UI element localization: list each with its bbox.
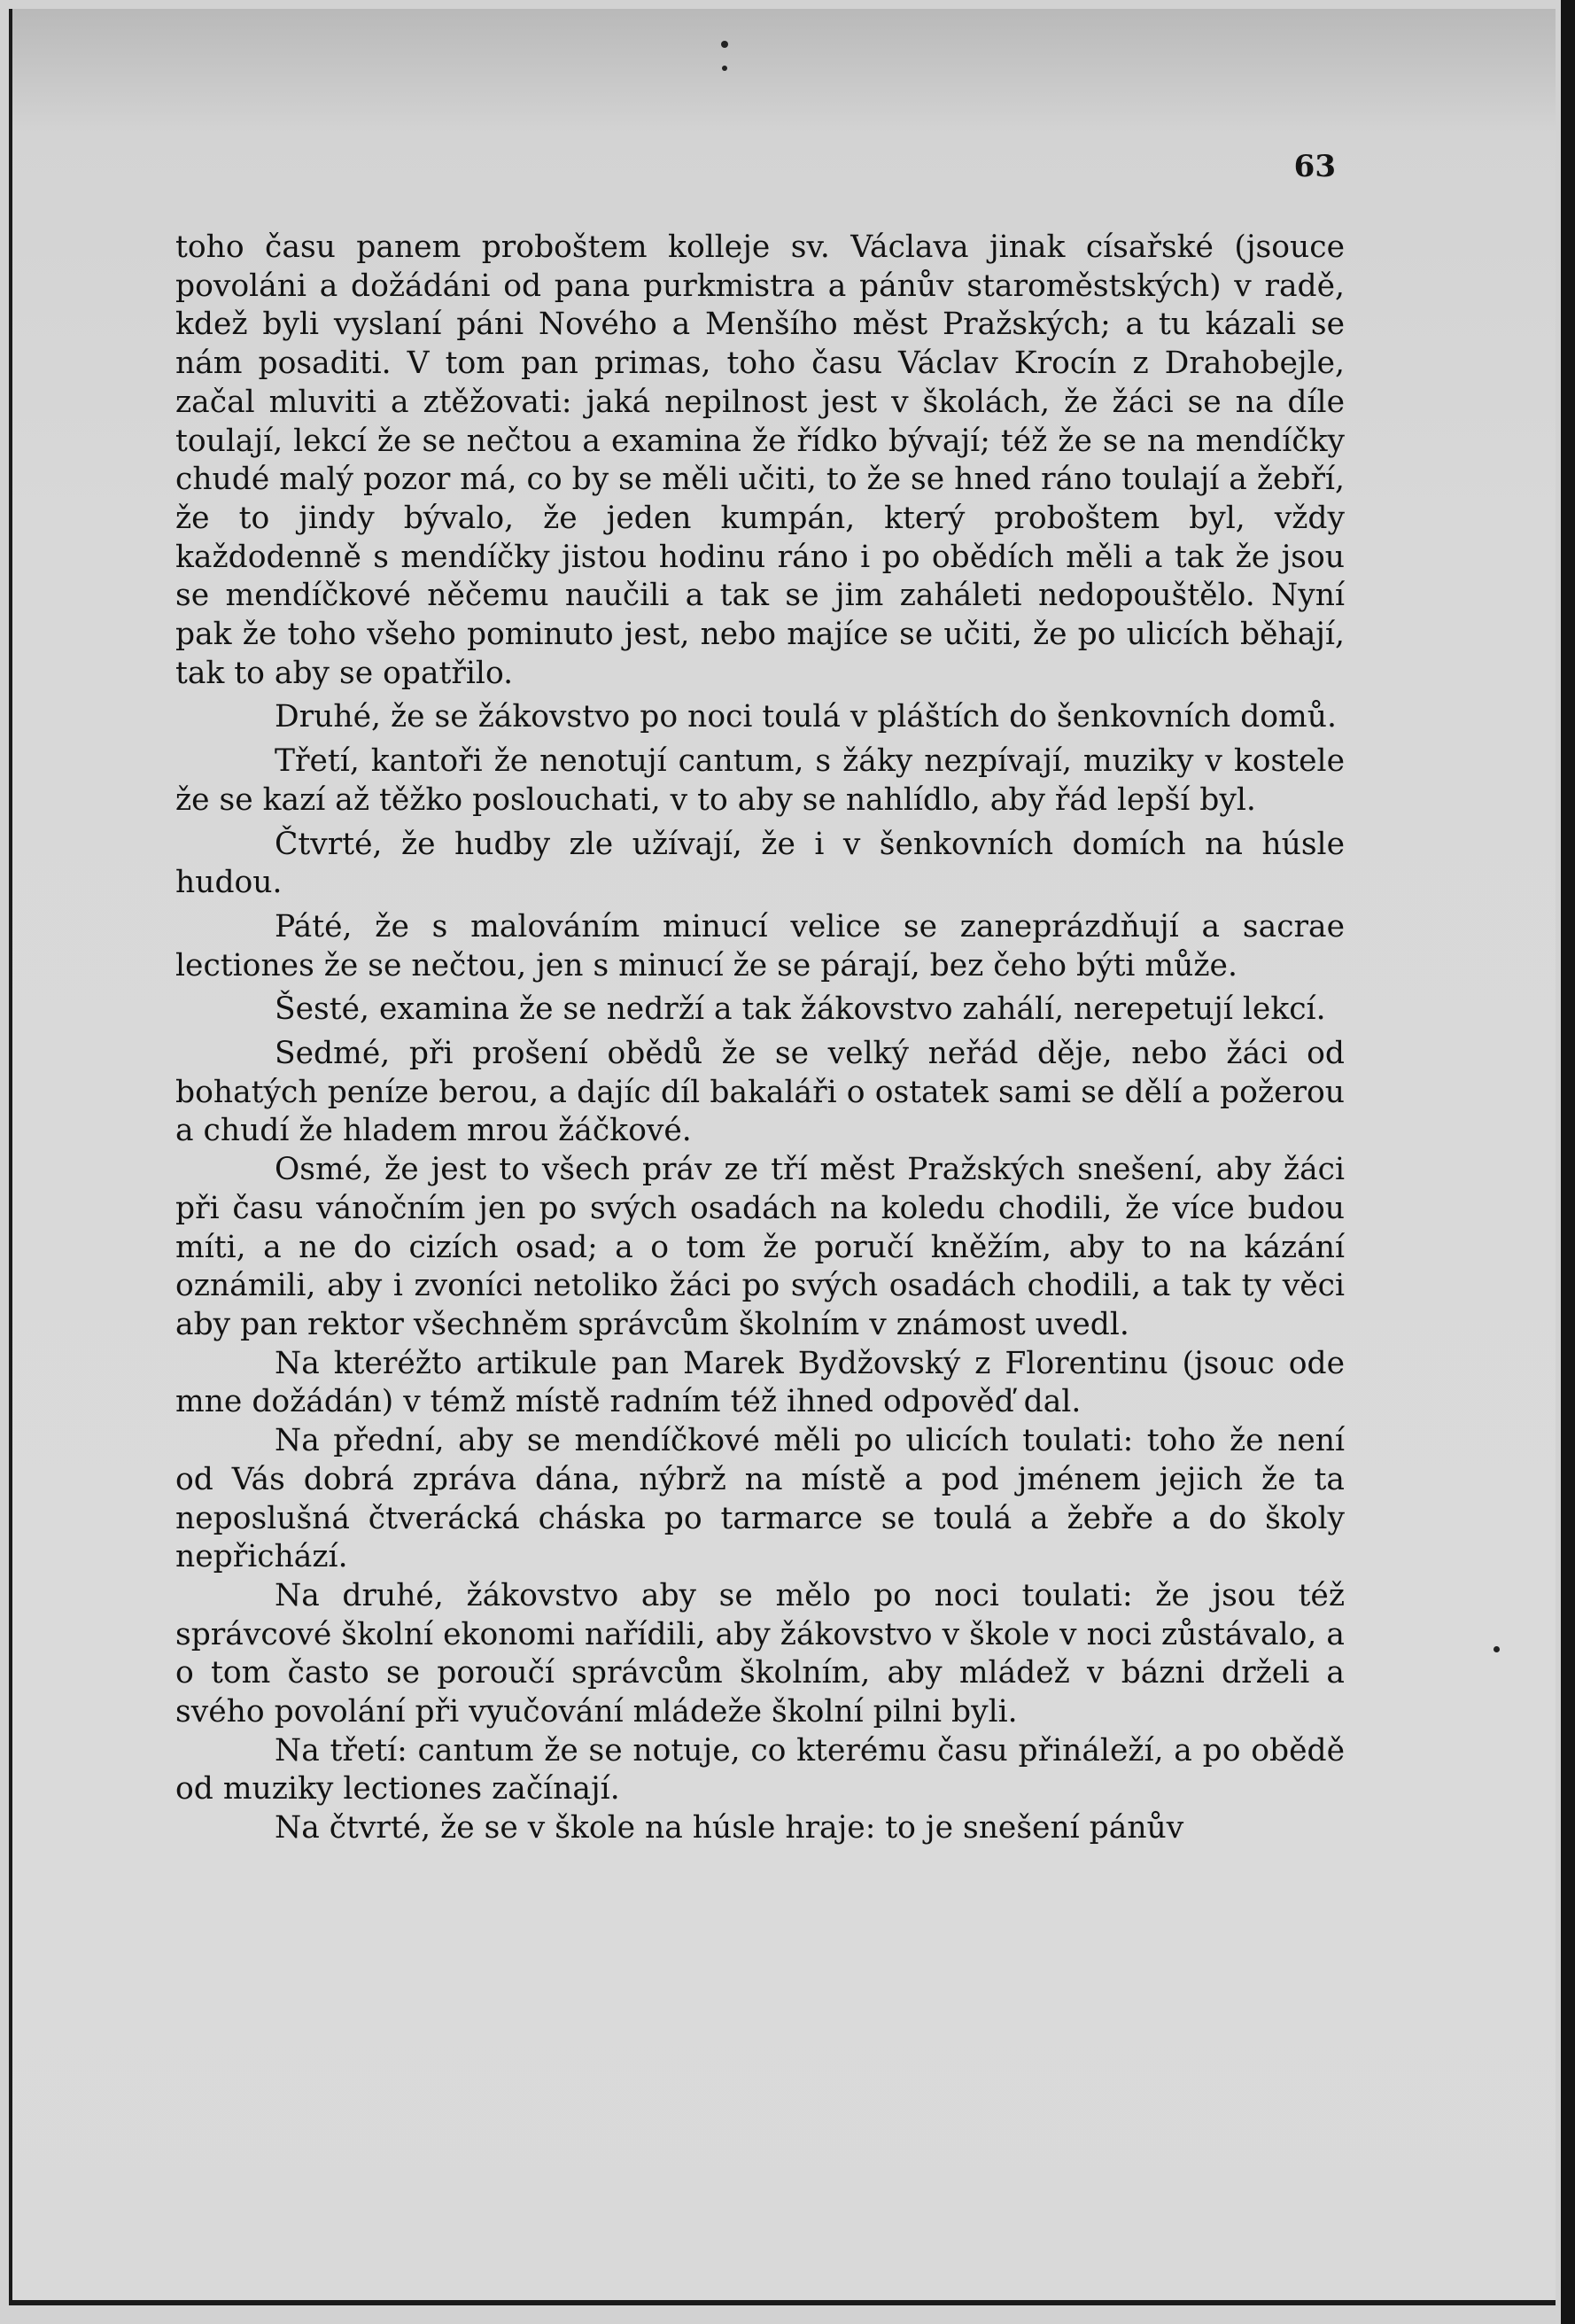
paragraph: Šesté, examina že se nedrží a tak žákovstvo zahálí, nerepetují lekcí. [275, 991, 1326, 1028]
paragraph: Sedmé, při prošení obědů že se velký neřád děje, nebo žáci od bohatých peníze berou, a dajíc díl bakaláři o ostatek sami se dělí a požerou a chudí že hladem mrou žáčkové. [175, 1036, 1345, 1149]
scan-border [1561, 0, 1575, 2324]
paragraph: Na kteréžto artikule pan Marek Bydžovský z Florentinu (jsouc ode mne dožádán) v témž místě radním též ihned odpověď dal. [175, 1345, 1345, 1420]
paragraph: Na čtvrté, že se v škole na húsle hraje: to je snešení pánův [275, 1810, 1184, 1846]
paragraph: Na třetí: cantum že se notuje, co kterému času přináleží, a po obědě od muziky lectiones začínají. [175, 1732, 1345, 1807]
paragraph: Čtvrté, že hudby zle užívají, že i v šenkovních domích na húsle hudou. [175, 826, 1345, 901]
paragraph: Třetí, kantoři že nenotují cantum, s žáky nezpívají, muziky v kostele že se kazí až těžko poslouchati, v to aby se nahlídlo, aby řád lepší byl. [175, 743, 1345, 818]
body-text [175, 229, 1345, 1848]
paragraph: Na druhé, žákovstvo aby se mělo po noci toulati: že jsou též správcové školní ekonomi nařídili, aby žákovstvo v škole v noci zůstávalo, a o tom často se poroučí správcům školním, aby mládež v bázni drželi a svého povolání při vyučování mládeže školní pilni byli. [175, 1577, 1345, 1730]
ink-speck [722, 66, 727, 71]
ink-speck [721, 41, 728, 48]
paragraph: Na přední, aby se mendíčkové měli po ulicích toulati: toho že není od Vás dobrá zpráva dána, nýbrž na místě a pod jménem jejich že ta neposlušná čtverácká cháska po tarmarce se toulá a žebře a do školy nepřichází. [175, 1423, 1345, 1575]
paragraph: toho času panem proboštem kolleje sv. Václava jinak císařské (jsouce povoláni a dožádáni od pana purkmistra a pánův staroměstských) v radě, kdež byli vyslaní páni Nového a Menšího měst Pražských; a tu kázali se nám posaditi. V tom pan primas, toho času Václav Krocín z Drahobejle, začal mluviti a ztěžovati: jaká nepilnost jest v školách, že žáci se na díle toulají, lekcí že se nečtou a examina že řídko bývají; též že se na mendíčky chudé malý pozor má, co by se měli učiti, to že se hned ráno toulají a žebří, že to jindy bývalo, že jeden kumpán, který proboštem byl, vždy každodenně s mendíčky jistou hodinu ráno i po obědích měli a tak že jsou se mendíčkové něčemu naučili a tak se jim zaháleti nedopouštělo. Nyní pak že toho všeho pominuto jest, nebo majíce se učiti, že po ulicích běhají, tak to aby se opatřilo. [175, 229, 1345, 691]
paragraph: Osmé, že jest to všech práv ze tří měst Pražských snešení, aby žáci při času vánočním jen po svých osadách na koledu chodili, že více budou míti, a ne do cizích osad; a o tom že poručí kněžím, aby to na kázání oznámili, aby i zvoníci netoliko žáci po svých osadách chodili, a tak ty věci aby pan rektor všechněm správcům školním v známost uvedl. [175, 1152, 1345, 1342]
paragraph: Druhé, že se žákovstvo po noci toulá v pláštích do šenkovních domů. [275, 699, 1337, 735]
page-number: 63 [1293, 149, 1336, 184]
ink-speck [1494, 1646, 1500, 1652]
paragraph: Páté, že s malováním minucí velice se zaneprázdňují a sacrae lectiones že se nečtou, jen s minucí že se párají, bez čeho býti může. [175, 908, 1345, 983]
